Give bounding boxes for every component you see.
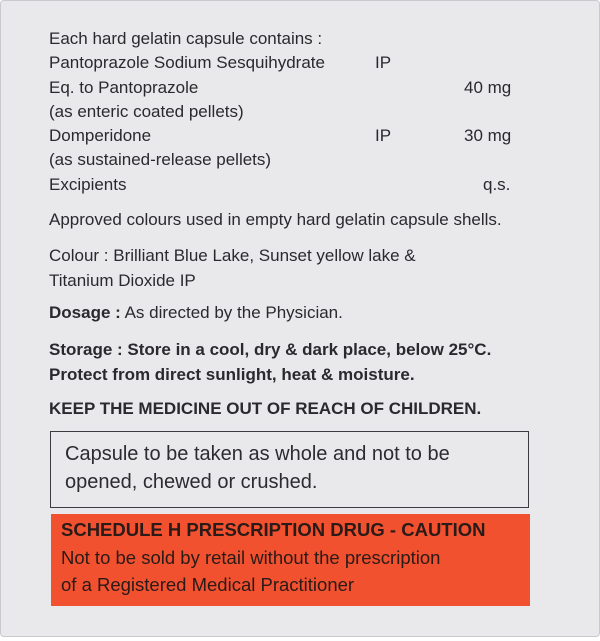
storage-line-2: Protect from direct sunlight, heat & moisture.: [49, 365, 415, 384]
ingredient-name: (as enteric coated pellets): [49, 102, 244, 121]
approved-colours-text: Approved colours used in empty hard gelatin capsule shells.: [49, 210, 502, 229]
colour-line-2: Titanium Dioxide IP: [49, 271, 196, 290]
ingredient-standard: IP: [375, 53, 392, 72]
capsule-note-line-1: Capsule to be taken as whole and not to be: [65, 443, 450, 465]
schedule-line-1: Not to be sold by retail without the prescription: [61, 547, 441, 568]
ingredient-name: Domperidone: [49, 126, 152, 145]
ingredient-quantity: 40 mg: [464, 78, 512, 97]
ingredient-quantity: q.s.: [483, 175, 511, 194]
ingredient-standard: IP: [375, 126, 392, 145]
composition-row: [49, 102, 244, 122]
composition-row: [49, 150, 271, 170]
composition-row: [49, 53, 569, 73]
schedule-title: SCHEDULE H PRESCRIPTION DRUG - CAUTION: [61, 519, 486, 540]
schedule-h-caution-box: [51, 514, 530, 606]
dosage-line: [49, 303, 343, 323]
colour-line-1: Colour : Brilliant Blue Lake, Sunset yellow lake &: [49, 246, 416, 265]
ingredient-name: Eq. to Pantoprazole: [49, 78, 199, 97]
ingredient-name: Pantoprazole Sodium Sesquihydrate: [49, 53, 325, 72]
storage-line-1: Storage : Store in a cool, dry & dark place, below 25°C.: [49, 340, 492, 359]
schedule-line-2: of a Registered Medical Practitioner: [61, 574, 355, 595]
composition-row: [49, 126, 569, 146]
keep-out-of-reach-warning: KEEP THE MEDICINE OUT OF REACH OF CHILDREN.: [49, 399, 482, 418]
composition-row: [49, 78, 569, 98]
dosage-text: As directed by the Physician.: [120, 303, 343, 322]
composition-row: [49, 175, 569, 195]
composition-intro: Each hard gelatin capsule contains :: [49, 29, 323, 48]
ingredient-name: (as sustained-release pellets): [49, 150, 272, 169]
capsule-instruction-box: [50, 431, 529, 508]
ingredient-name: Excipients: [49, 175, 127, 194]
dosage-label: Dosage :: [49, 303, 121, 322]
capsule-note-line-2: opened, chewed or crushed.: [65, 471, 318, 493]
ingredient-quantity: 30 mg: [464, 126, 512, 145]
